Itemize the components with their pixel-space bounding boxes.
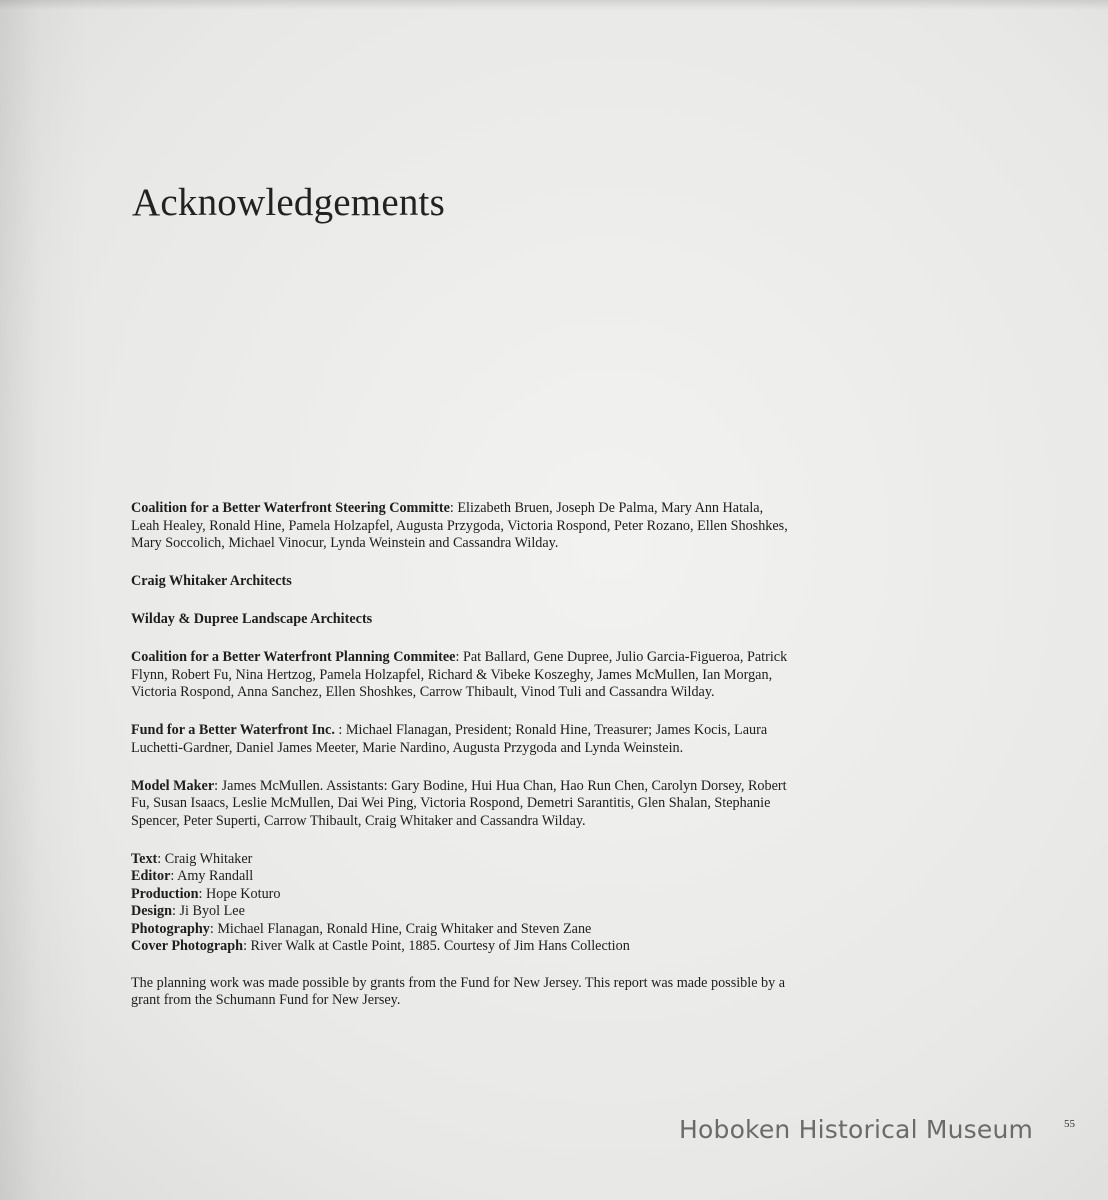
section-craig-whitaker-architects — [131, 573, 791, 591]
credit-label: Photography — [131, 920, 210, 937]
credit-label: Editor — [131, 868, 171, 884]
museum-watermark: Hoboken Historical Museum — [679, 1115, 1034, 1144]
section-separator: : — [449, 500, 454, 516]
page-title: Acknowledgements — [132, 181, 445, 224]
section-model-maker — [131, 778, 791, 831]
credit-cover-photograph — [131, 938, 791, 956]
section-text: Elizabeth Bruen, Joseph De Palma, Mary Ann Hatala, Leah Healey, Ronald Hine, Pamela Holzapfel, Augusta Przygoda, Victoria Rospond, Peter Rozano, Ellen Shoshkes, Mary Soccolich, Michael Vinocur, Lynda Weinstein and Cassandra Wilday. — [131, 500, 788, 551]
section-wilday-dupree — [131, 611, 791, 629]
section-label: Craig Whitaker Architects — [131, 573, 292, 589]
page-number: 55 — [1064, 1118, 1075, 1130]
section-text: James McMullen. Assistants: Gary Bodine, Hui Hua Chan, Hao Run Chen, Carolyn Dorsey, Robert Fu, Susan Isaacs, Leslie McMullen, Dai Wei Ping, Victoria Rospond, Demetri Sarantitis, Glen Shalan, Stephanie Spencer, Peter Superti, Carrow Thibault, Craig Whitaker and Cassandra Wilday. — [131, 777, 787, 829]
credit-value: : Michael Flanagan, Ronald Hine, Craig Whitaker and Steven Zane — [209, 920, 592, 937]
section-separator: : — [214, 777, 219, 794]
section-label: Fund for a Better Waterfront Inc. — [131, 722, 335, 738]
section-label: Coalition for a Better Waterfront Planning Commitee — [131, 649, 456, 665]
page-edge-shadow — [0, 0, 1108, 10]
credit-value: : River Walk at Castle Point, 1885. Courtesy of Jim Hans Collection — [243, 938, 630, 954]
section-text: Michael Flanagan, President; Ronald Hine, Treasurer; James Kocis, Laura Luchetti-Gardner, Daniel James Meeter, Marie Nardino, Augusta Przygoda and Lynda Weinstein. — [131, 722, 768, 756]
credit-text — [131, 851, 791, 869]
funding-note: The planning work was made possible by grants from the Fund for New Jersey. This report was made possible by a grant from the Schumann Fund for New Jersey. — [131, 974, 786, 1008]
section-separator: : — [334, 722, 343, 738]
credit-photography — [131, 921, 791, 939]
credit-label: Production — [131, 885, 199, 902]
section-label: Model Maker — [131, 777, 215, 794]
section-separator: : — [455, 649, 460, 665]
section-label: Coalition for a Better Waterfront Steering Committe — [131, 500, 450, 516]
credit-label: Cover Photograph — [131, 938, 244, 954]
credit-label: Text — [131, 850, 158, 867]
credit-label: Design — [131, 903, 172, 919]
section-fund-better-waterfront — [131, 722, 791, 757]
section-planning-committee — [131, 649, 791, 702]
credit-value: : Ji Byol Lee — [172, 903, 245, 919]
credit-value: : Hope Koturo — [198, 885, 281, 902]
credit-production — [131, 886, 791, 904]
acknowledgements-body — [131, 500, 791, 1010]
section-text: Pat Ballard, Gene Dupree, Julio Garcia-Figueroa, Patrick Flynn, Robert Fu, Nina Hertzog, Pamela Holzapfel, Richard & Vibeke Koszeghy, James McMullen, Ian Morgan, Victoria Rospond, Anna Sanchez, Ellen Shoshkes, Carrow Thibault, Vinod Tuli and Cassandra Wilday. — [131, 649, 788, 700]
section-label: Wilday & Dupree Landscape Architects — [131, 611, 373, 627]
credit-design — [131, 903, 791, 921]
credits-list — [131, 851, 791, 956]
credit-value: : Craig Whitaker — [157, 850, 253, 867]
credit-value: : Amy Randall — [170, 868, 254, 884]
credit-editor — [131, 868, 791, 886]
section-steering-committee — [131, 500, 791, 553]
